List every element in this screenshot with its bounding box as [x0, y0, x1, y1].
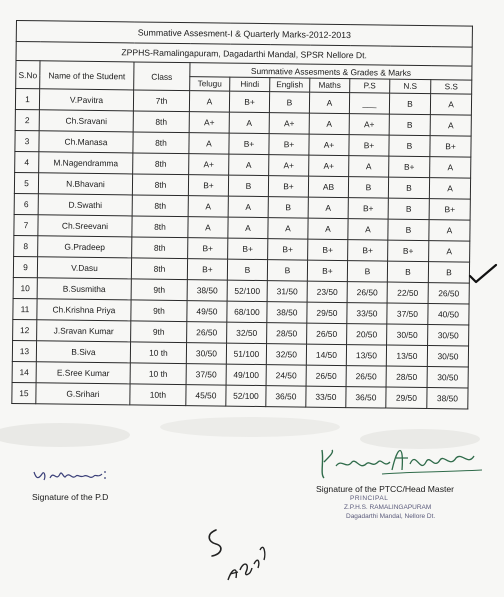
cell-class: 8th [133, 111, 189, 133]
cell-mark: B [268, 197, 308, 218]
cell-sno: 7 [14, 214, 38, 235]
cell-mark: 26/50 [346, 366, 386, 387]
cell-mark: B [428, 262, 469, 284]
cell-student-name: D.Swathi [38, 194, 132, 216]
header-subject: N.S [390, 79, 431, 93]
cell-mark: A+ [309, 134, 349, 155]
cell-mark: B+ [268, 176, 308, 197]
cell-mark: 45/50 [186, 385, 226, 406]
header-subject: S.S [431, 80, 472, 95]
cell-mark: 32/50 [266, 344, 306, 365]
cell-class: 9th [131, 321, 187, 343]
cell-class: 8th [132, 216, 188, 238]
cell-sno: 8 [14, 235, 38, 256]
cell-mark: A [308, 197, 348, 218]
cell-mark: A [229, 154, 269, 175]
headmaster-signature-icon [312, 440, 487, 510]
cell-class: 10th [130, 384, 186, 406]
cell-mark: 38/50 [187, 280, 227, 301]
stamp-line-1: PRINCIPAL [350, 495, 389, 502]
cell-mark: B [227, 259, 267, 280]
cell-mark: 26/50 [307, 323, 347, 344]
cell-mark: 49/100 [226, 364, 266, 385]
cell-mark: B+ [348, 240, 388, 261]
cell-mark: B+ [430, 136, 471, 158]
cell-mark: 30/50 [427, 367, 468, 389]
cell-mark: 49/50 [187, 301, 227, 322]
cell-student-name: V.Pavitra [39, 89, 133, 111]
cell-class: 8th [133, 132, 189, 154]
marks-table [11, 20, 473, 410]
cell-mark: A [229, 112, 269, 133]
cell-sno: 9 [13, 256, 37, 277]
cell-student-name: G.Pradeep [38, 236, 132, 258]
cell-mark: B+ [268, 239, 308, 260]
cell-mark: A [429, 178, 470, 200]
cell-sno: 10 [13, 277, 37, 298]
cell-mark: 26/50 [306, 365, 346, 386]
cell-sno: 3 [15, 130, 39, 151]
cell-mark: A [430, 94, 471, 116]
cell-sno: 13 [12, 340, 36, 361]
header-sno: S.No [16, 61, 40, 89]
cell-student-name: B.Siva [36, 341, 130, 363]
cell-class: 7th [133, 90, 189, 112]
cell-mark: B+ [349, 135, 389, 156]
header-name: Name of the Student [40, 61, 134, 90]
cell-mark: 26/50 [347, 282, 387, 303]
cell-mark: 37/50 [186, 364, 226, 385]
cell-mark: A [309, 92, 349, 113]
cell-mark: B+ [308, 239, 348, 260]
cell-mark: B [388, 219, 429, 240]
header-group: Summative Assesments & Grades & Marks [190, 63, 472, 80]
cell-student-name: E.Sree Kumar [36, 362, 130, 384]
cell-mark: 40/50 [428, 304, 469, 326]
cell-mark: A [189, 91, 229, 112]
cell-mark: A+ [269, 113, 309, 134]
cell-mark: B+ [388, 240, 429, 261]
cell-mark: B [269, 92, 309, 113]
header-subject: English [270, 78, 310, 92]
cell-mark: B [389, 135, 430, 156]
cell-mark: B+ [389, 156, 430, 177]
cell-mark: B+ [429, 199, 470, 221]
cell-mark: AB [308, 176, 348, 197]
cell-mark: B [388, 177, 429, 198]
cell-class: 10 th [130, 363, 186, 385]
cell-mark: A [430, 157, 471, 179]
cell-student-name: N.Bhavani [38, 173, 132, 195]
cell-class: 10 th [130, 342, 186, 364]
cell-mark: A [348, 219, 388, 240]
cell-student-name: B.Susmitha [37, 278, 131, 300]
cell-mark: 28/50 [267, 323, 307, 344]
cell-mark: B+ [187, 259, 227, 280]
cell-sno: 1 [15, 89, 39, 110]
cell-mark: A [188, 196, 228, 217]
headmaster-signature-label: Signature of the PTCC/Head Master [316, 484, 455, 494]
cell-class: 8th [132, 237, 188, 259]
cell-mark: 68/100 [227, 301, 267, 322]
cell-mark: 30/50 [427, 346, 468, 368]
cell-class: 9th [131, 279, 187, 301]
cell-mark: A [228, 217, 268, 238]
cell-mark: 52/100 [227, 280, 267, 301]
cell-sno: 15 [12, 382, 36, 403]
cell-mark: B+ [188, 238, 228, 259]
cell-mark: 52/100 [226, 385, 266, 406]
cell-mark: B [347, 261, 387, 282]
cell-mark: 30/50 [428, 325, 469, 347]
cell-mark: 13/50 [346, 345, 386, 366]
cell-mark: B [348, 177, 388, 198]
cell-mark: B+ [229, 91, 269, 112]
cell-student-name: G.Srihari [36, 383, 130, 405]
cell-sno: 6 [14, 193, 38, 214]
cell-class: 8th [132, 195, 188, 217]
cell-sno: 11 [13, 298, 37, 319]
pd-signature-label: Signature of the P.D [32, 492, 109, 502]
cell-student-name: Ch.Sravani [39, 110, 133, 132]
cell-class: 8th [131, 258, 187, 280]
cell-mark: A [308, 218, 348, 239]
cell-mark: ___ [349, 93, 389, 114]
cell-mark: 38/50 [427, 388, 468, 410]
cell-mark: B [267, 260, 307, 281]
stamp-line-3: Dagadarthi Mandal, Nellore Dt. [346, 513, 436, 520]
cell-mark: 28/50 [386, 366, 427, 387]
cell-sno: 2 [15, 109, 39, 130]
header-subject: Telugu [190, 77, 230, 91]
cell-mark: A+ [269, 155, 309, 176]
cell-mark: A [268, 218, 308, 239]
cell-mark: A [309, 113, 349, 134]
tick-mark-icon [468, 262, 498, 284]
cell-student-name: Ch.Sreevani [38, 215, 132, 237]
cell-mark: 36/50 [346, 387, 386, 408]
cell-mark: 13/50 [386, 345, 427, 366]
cell-mark: A [349, 156, 389, 177]
handwritten-scrawl-icon [198, 520, 278, 590]
cell-student-name: J.Sravan Kumar [37, 320, 131, 342]
cell-sno: 4 [15, 151, 39, 172]
header-subject: P.S [350, 79, 390, 93]
cell-mark: A [189, 133, 229, 154]
cell-student-name: Ch.Manasa [39, 131, 133, 153]
cell-mark: B [228, 175, 268, 196]
document-title: Summative Assesment-I & Quarterly Marks-2012-2013 [16, 21, 472, 48]
cell-mark: B+ [348, 198, 388, 219]
cell-mark: A [429, 241, 470, 263]
cell-mark: 29/50 [307, 302, 347, 323]
cell-class: 8th [132, 174, 188, 196]
cell-mark: A+ [309, 155, 349, 176]
cell-mark: B [388, 198, 429, 219]
cell-mark: A+ [189, 154, 229, 175]
cell-mark: 37/50 [387, 303, 428, 324]
cell-mark: B+ [228, 238, 268, 259]
cell-mark: B+ [307, 260, 347, 281]
cell-mark: A [228, 196, 268, 217]
cell-mark: 29/50 [386, 387, 427, 408]
header-subject: Maths [310, 78, 350, 92]
cell-mark: 14/50 [306, 344, 346, 365]
header-subject: Hindi [230, 77, 270, 91]
cell-sno: 5 [14, 172, 38, 193]
cell-mark: B [389, 93, 430, 114]
cell-mark: 33/50 [347, 303, 387, 324]
cell-mark: 22/50 [387, 282, 428, 303]
cell-mark: 31/50 [267, 281, 307, 302]
cell-mark: A [430, 115, 471, 137]
cell-mark: 24/50 [266, 365, 306, 386]
cell-mark: 36/50 [266, 386, 306, 407]
cell-student-name: V.Dasu [37, 257, 131, 279]
cell-mark: 32/50 [227, 322, 267, 343]
cell-class: 9th [131, 300, 187, 322]
cell-mark: 51/100 [226, 343, 266, 364]
cell-mark: B [387, 261, 428, 282]
pd-signature-icon [32, 468, 192, 508]
cell-mark: 20/50 [347, 324, 387, 345]
cell-mark: 30/50 [186, 343, 226, 364]
cell-student-name: M.Nagendramma [39, 152, 133, 174]
header-class: Class [134, 62, 190, 91]
cell-student-name: Ch.Krishna Priya [37, 299, 131, 321]
cell-sno: 12 [13, 319, 37, 340]
cell-mark: 26/50 [428, 283, 469, 305]
cell-mark: 30/50 [387, 324, 428, 345]
stamp-line-2: Z.P.H.S. RAMALINGAPURAM [344, 504, 432, 511]
cell-mark: B+ [229, 133, 269, 154]
cell-mark: A [188, 217, 228, 238]
cell-mark: A+ [189, 112, 229, 133]
cell-mark: B+ [269, 134, 309, 155]
cell-mark: B+ [188, 175, 228, 196]
cell-mark: 38/50 [267, 302, 307, 323]
cell-sno: 14 [12, 361, 36, 382]
school-name: ZPPHS-Ramalingapuram, Dagadarthi Mandal, SPSR Nellore Dt. [16, 42, 472, 67]
cell-mark: A+ [349, 114, 389, 135]
cell-mark: B [389, 114, 430, 135]
cell-mark: 33/50 [306, 386, 346, 407]
cell-class: 8th [133, 153, 189, 175]
cell-mark: 26/50 [187, 322, 227, 343]
cell-mark: 23/50 [307, 281, 347, 302]
cell-mark: A [429, 220, 470, 242]
